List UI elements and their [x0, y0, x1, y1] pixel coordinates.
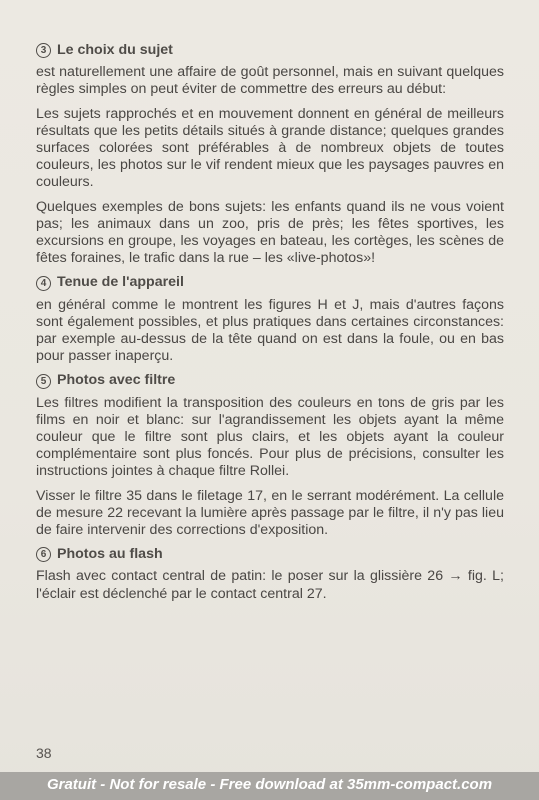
- section-heading: [36, 274, 504, 291]
- section-title: Le choix du sujet: [57, 42, 173, 58]
- section-title: Photos au flash: [57, 546, 163, 563]
- page-number: 38: [36, 745, 52, 761]
- section-photos-avec-filtre: [36, 372, 504, 539]
- section-number-badge: 6: [36, 547, 51, 562]
- section-heading: [36, 42, 504, 59]
- section-photos-au-flash: [36, 546, 504, 603]
- paragraph: Les filtres modifient la transposition des couleurs en tons de gris par les films en noir et blanc: sur l'agrandissement les objets ayant la même couleur que le filtre sont plus clairs, et les objets ayant la couleur complémentaire sont plus foncés. Pour plus de précisions, consulter les instructions jointes à chaque filtre Rollei.: [36, 394, 504, 480]
- paragraph: Flash avec contact central de patin: le poser sur la glissière 26 → fig. L; l'éclair est déclenché par le contact central 27.: [36, 568, 504, 602]
- section-heading: [36, 372, 504, 389]
- footer-banner: Gratuit - Not for resale - Free download at 35mm-compact.com: [0, 772, 539, 800]
- section-number-badge: 3: [36, 43, 51, 58]
- paragraph: Visser le filtre 35 dans le filetage 17, en le serrant modérément. La cellule de mesure 22 recevant la lumière après passage par le filtre, il n'y pas lieu de faire intervenir des corrections d'exposition.: [36, 487, 504, 539]
- page-content: [36, 42, 504, 610]
- paragraph: Les sujets rapprochés et en mouvement donnent en général de meilleurs résultats que les petits détails situés à grande distance; quelques grandes surfaces colorées sont préférables à de nombreux objets de toutes couleurs, les photos sur le vif rendent mieux que les paysages pauvres en couleurs.: [36, 105, 504, 191]
- section-choix-du-sujet: [36, 42, 504, 267]
- paragraph: Quelques exemples de bons sujets: les enfants quand ils ne vous voient pas; les animaux dans un zoo, pris de près; les fêtes sportives, les excursions en groupe, les voyages en bateau, les cortèges, les scènes de fêtes foraines, le trafic dans la rue – les «live-photos»!: [36, 198, 504, 267]
- section-title: Photos avec filtre: [57, 372, 176, 389]
- section-heading: [36, 546, 504, 563]
- section-tenue-appareil: [36, 274, 504, 365]
- section-number-badge: 4: [36, 276, 51, 291]
- section-title: Tenue de l'appareil: [57, 274, 184, 291]
- paragraph: en général comme le montrent les figures H et J, mais d'autres façons sont également possibles, et plus pratiques dans certaines circonstances: par exemple au-dessus de la tête quand on est dans la foule, ou en bas pour passer inaperçu.: [36, 296, 504, 365]
- section-number-badge: 5: [36, 374, 51, 389]
- paragraph: est naturellement une affaire de goût personnel, mais en suivant quelques règles simples on peut éviter de commettre des erreurs au début:: [36, 64, 504, 98]
